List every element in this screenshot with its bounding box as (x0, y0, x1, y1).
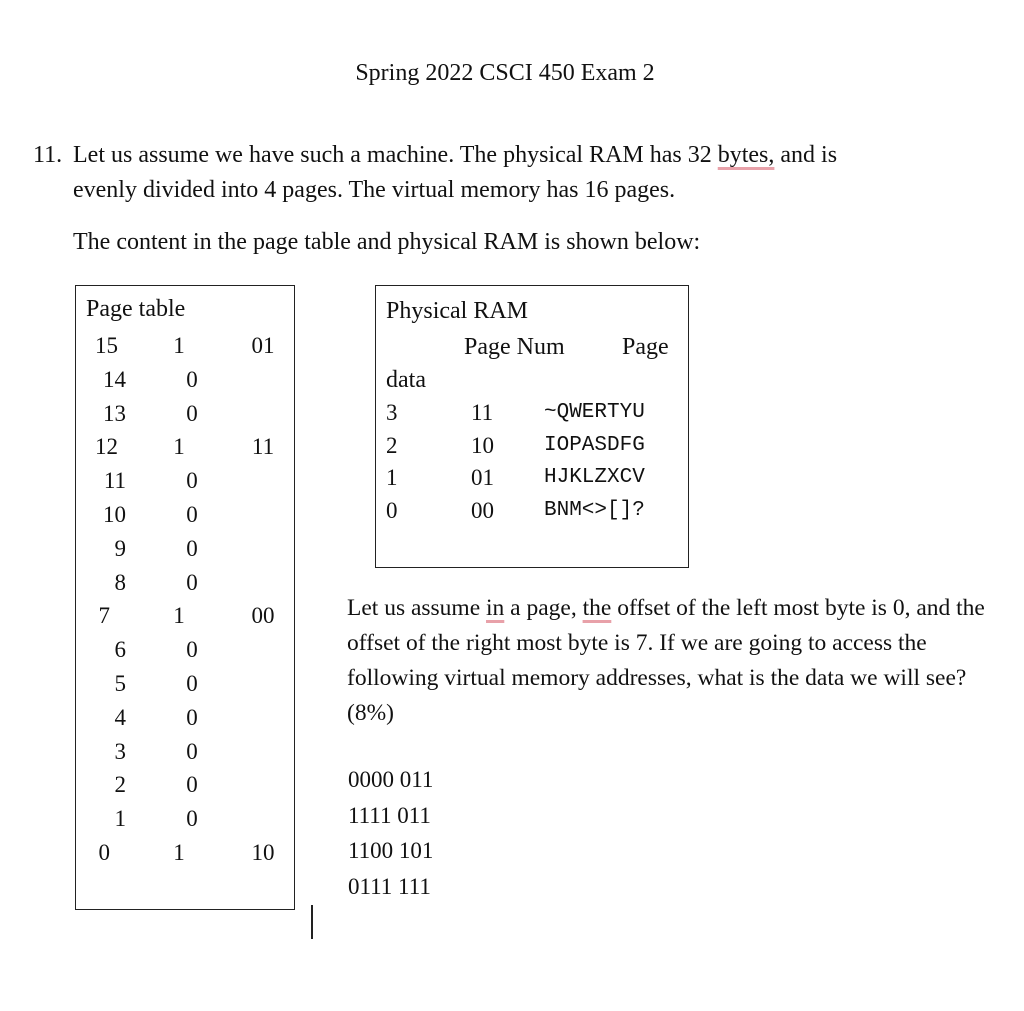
question-number: 11. (33, 142, 63, 168)
ram-page-data: ~QWERTYU (544, 401, 645, 424)
ram-page-num: 10 (471, 432, 494, 458)
page-table-page: 14 (103, 366, 126, 392)
physical-ram-box (375, 285, 689, 568)
ram-index: 1 (386, 465, 398, 490)
ram-page-data: BNM<>[]? (544, 498, 645, 522)
physical-ram-title: Physical RAM (386, 298, 529, 324)
instructions-paragraph: Let us assume in a page, the offset of the left most byte is 0, and the offset of the right most byte is 7. If we are going to access the following virtual memory addresses, what is the data we will see? (8%) (347, 595, 985, 726)
page-table-valid-bit: 0 (186, 400, 198, 426)
text-cursor (311, 905, 313, 939)
page-table-page: 0 (98, 840, 110, 865)
page-table-valid-bit: 0 (186, 671, 198, 696)
ram-header-page-num: Page Num (464, 334, 565, 360)
page-table-page: 9 (114, 535, 126, 561)
ram-index: 2 (386, 432, 398, 458)
page-table-page: 6 (114, 637, 126, 663)
page-table-valid-bit: 0 (186, 535, 198, 561)
page-table-valid-bit: 0 (186, 366, 198, 392)
page-table-page: 13 (103, 400, 126, 426)
ram-index: 0 (386, 497, 398, 523)
page-table-valid-bit: 1 (173, 434, 185, 460)
page-table-valid-bit: 1 (173, 333, 185, 358)
ram-header-page: Page (622, 334, 669, 360)
virtual-address: 1111 011 (348, 802, 431, 828)
question-line-1: Let us assume we have such a machine. The physical RAM has 32 bytes, and is (73, 142, 838, 168)
page-table-valid-bit: 0 (186, 468, 198, 494)
ram-page-data: IOPASDFG (544, 433, 645, 457)
page-table-valid-bit: 1 (173, 603, 185, 629)
page-table-frame: 00 (251, 603, 275, 629)
page-table-valid-bit: 0 (186, 806, 198, 832)
page-table-page: 3 (114, 738, 126, 764)
ram-page-num: 01 (471, 465, 494, 490)
ram-page-data: HJKLZXCV (544, 466, 645, 489)
page-table-page: 8 (114, 569, 126, 595)
page-table-page: 1 (114, 806, 126, 832)
page-table-page: 12 (95, 434, 118, 460)
virtual-address: 0111 111 (348, 873, 431, 899)
exam-title: Spring 2022 CSCI 450 Exam 2 (355, 60, 655, 86)
page-table-page: 7 (98, 603, 110, 629)
page-table-frame: 10 (251, 840, 275, 865)
page-table-valid-bit: 0 (186, 569, 198, 595)
page-table-frame: 01 (251, 333, 275, 358)
page-table-page: 2 (114, 772, 126, 798)
page-table-valid-bit: 0 (186, 738, 198, 764)
ram-header-data: data (386, 367, 426, 393)
page-table-page: 11 (103, 468, 126, 494)
page-table-valid-bit: 0 (186, 637, 198, 663)
question-line-2: evenly divided into 4 pages. The virtual memory has 16 pages. (73, 177, 676, 203)
ram-index: 3 (386, 400, 398, 425)
page-table-valid-bit: 1 (173, 840, 185, 865)
question-line-3: The content in the page table and physical RAM is shown below: (73, 229, 701, 255)
spellcheck-word: bytes, (717, 142, 775, 168)
virtual-address: 0000 011 (348, 767, 434, 792)
page-table-valid-bit: 0 (186, 704, 198, 730)
ram-page-num: 11 (471, 400, 494, 425)
page-table-title: Page table (86, 296, 186, 322)
page-table-page: 10 (103, 502, 126, 527)
page-table-page: 4 (114, 704, 126, 730)
page-table-frame: 11 (251, 434, 275, 460)
page-table-valid-bit: 0 (186, 772, 198, 798)
ram-page-num: 00 (471, 497, 494, 523)
page-table-page: 5 (114, 671, 126, 696)
page-table-page: 15 (95, 333, 118, 358)
virtual-address: 1100 101 (348, 838, 434, 863)
page-table-valid-bit: 0 (186, 502, 198, 527)
